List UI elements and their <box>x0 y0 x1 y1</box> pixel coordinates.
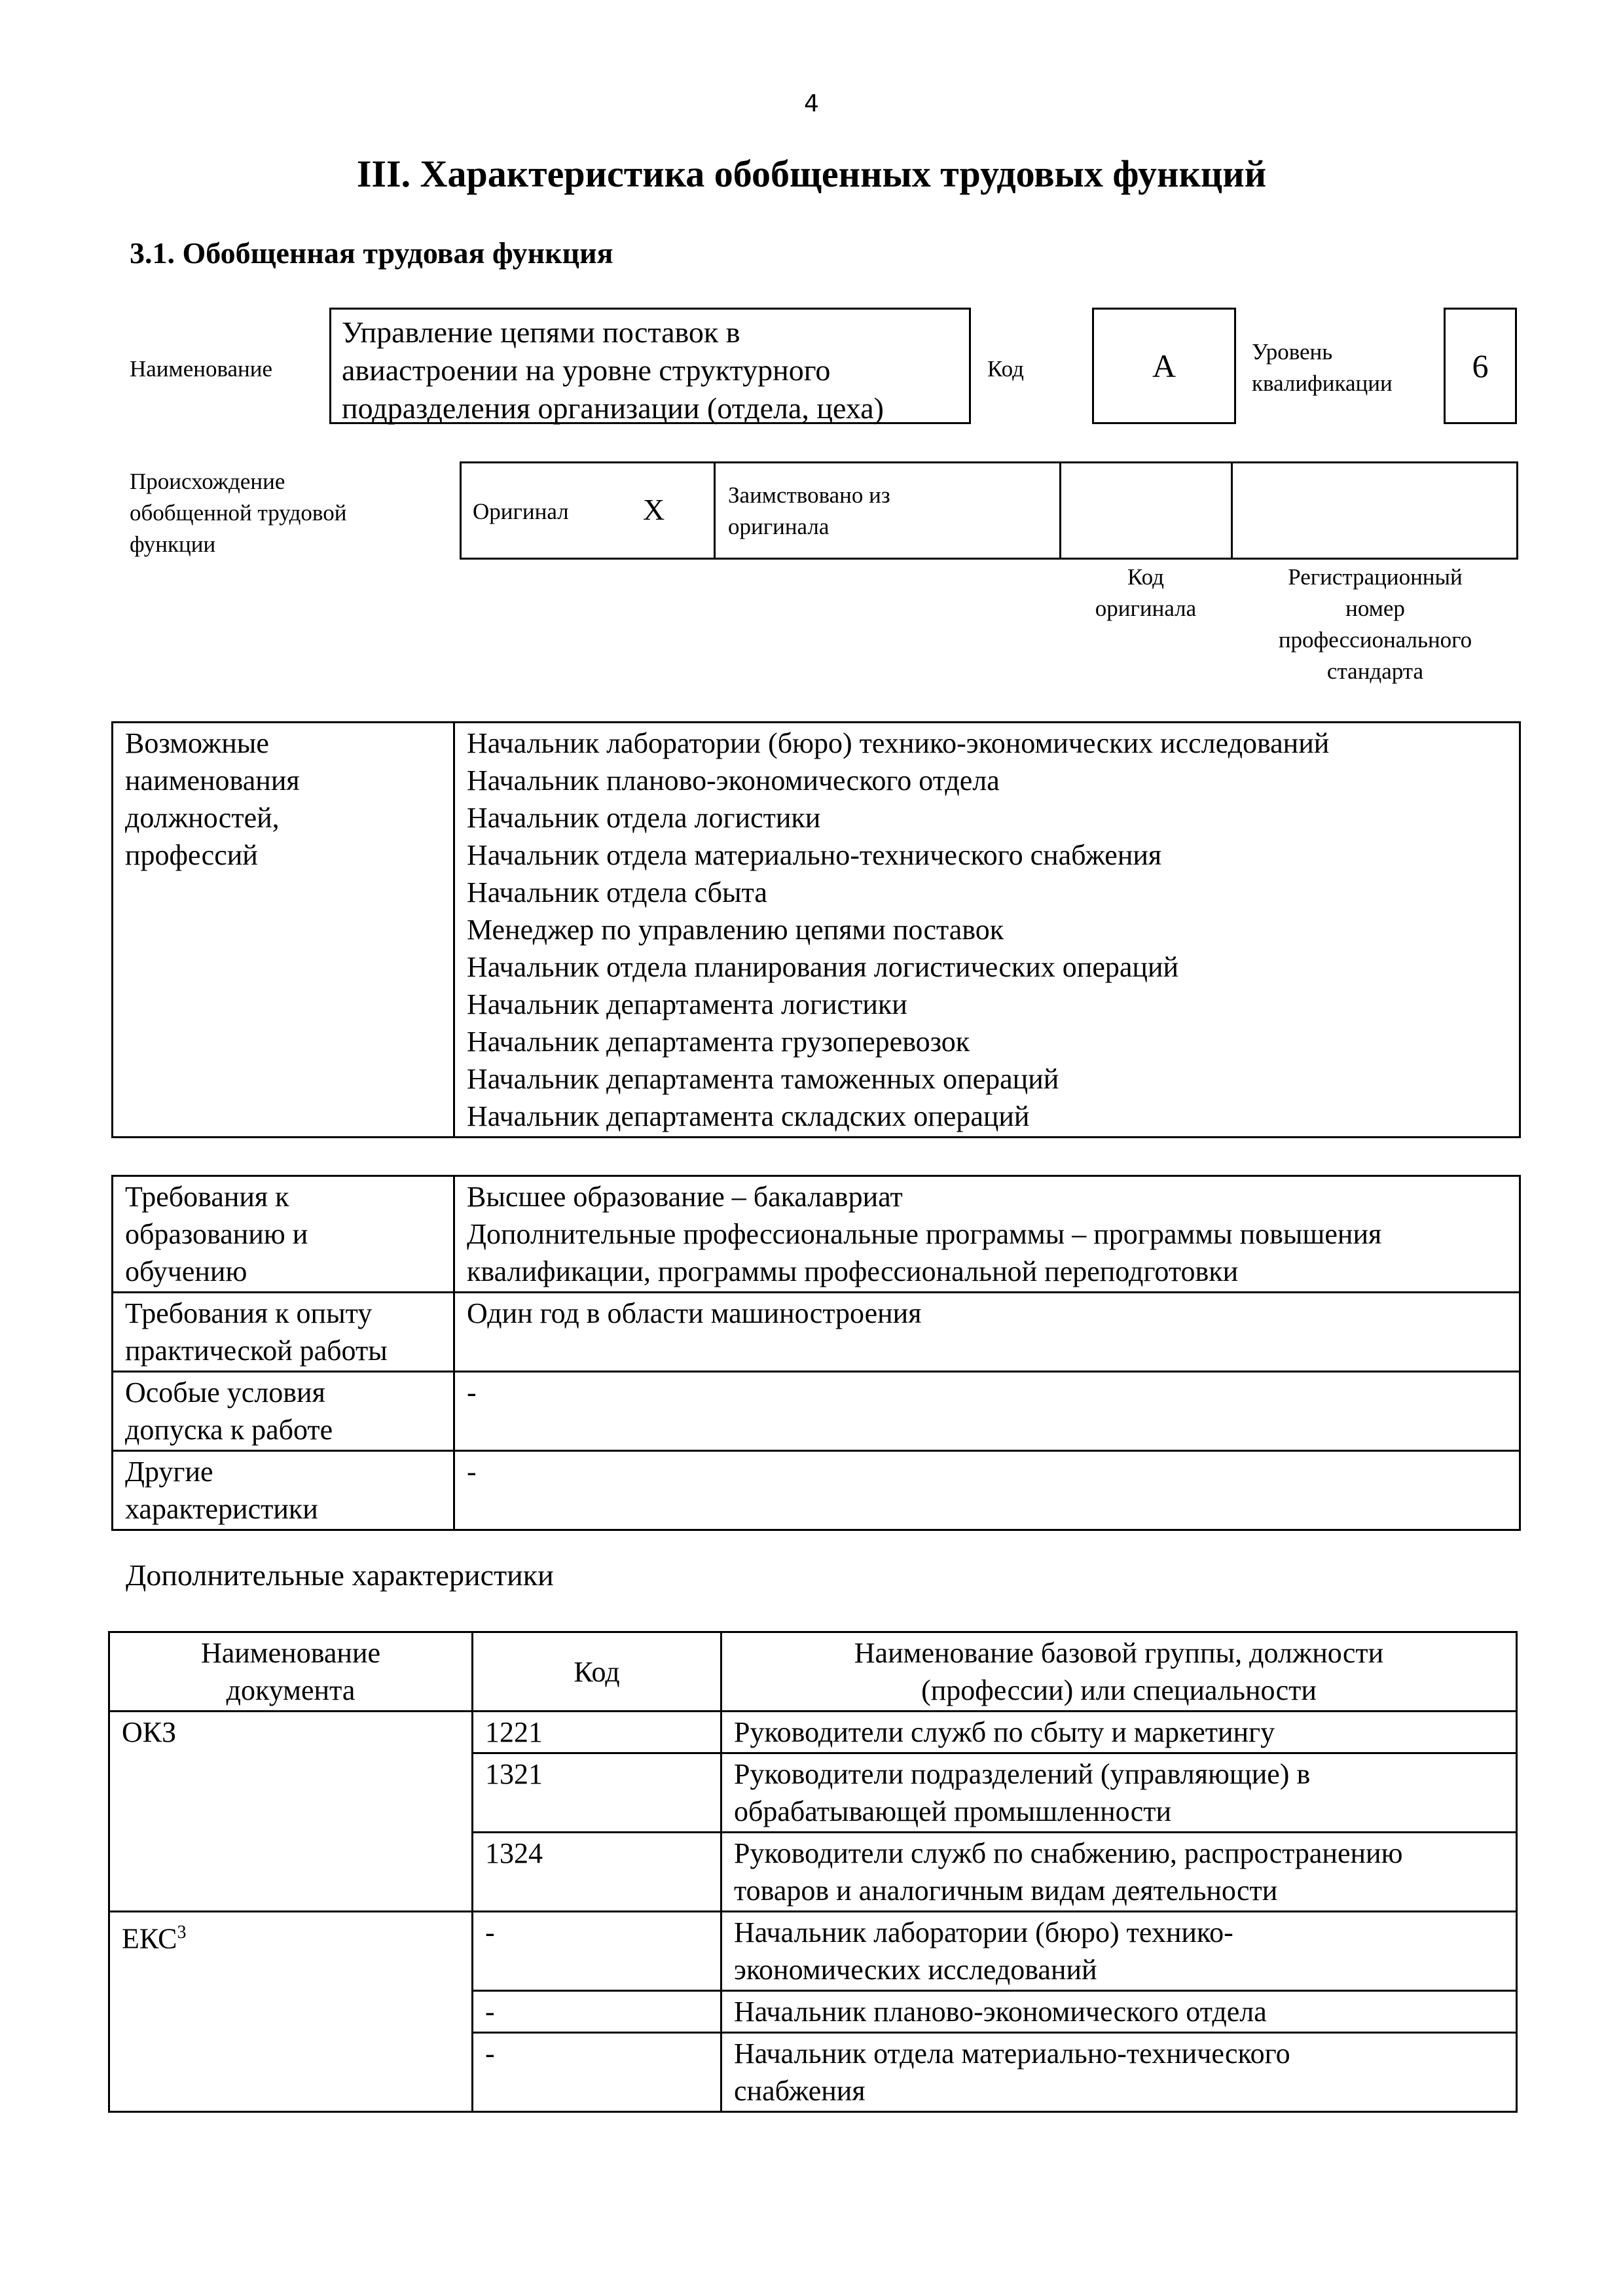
position-item: Начальник планово-экономического отдела <box>467 764 1000 797</box>
position-item: Начальник отдела сбыта <box>467 876 767 908</box>
eks-name-line: экономических исследований <box>734 1954 1097 1986</box>
level-label <box>1252 336 1393 399</box>
header-doc-line: документа <box>226 1674 356 1706</box>
requirement-label-cell <box>113 1176 454 1293</box>
eks-name-cell <box>721 1991 1517 2033</box>
positions-list-cell <box>454 723 1520 1138</box>
origin-box <box>460 461 1518 560</box>
positions-table <box>111 721 1521 1138</box>
position-item: Начальник департамента логистики <box>467 988 907 1020</box>
header-name-cell <box>721 1632 1517 1712</box>
code-label: Код <box>987 356 1024 382</box>
okz-name-line: Руководители служб по сбыту и маркетингу <box>734 1716 1275 1748</box>
requirement-value-line: - <box>467 1376 477 1408</box>
caption-line: оригинала <box>1095 596 1197 621</box>
origin-divider <box>1059 461 1061 560</box>
requirement-label-line: практической работы <box>125 1335 388 1367</box>
additional-title: Дополнительные характеристики <box>126 1558 554 1592</box>
okz-code-cell: 1324 <box>473 1833 721 1912</box>
subsection-title: 3.1. Обобщенная трудовая функция <box>130 236 613 270</box>
requirement-label-line: Другие <box>125 1456 213 1488</box>
code-value-box <box>1092 308 1236 424</box>
okz-code-cell: 1221 <box>473 1712 721 1753</box>
eks-footnote-mark: 3 <box>177 1922 187 1943</box>
position-item: Начальник департамента складских операций <box>467 1100 1030 1132</box>
function-name-line: Управление цепями поставок в <box>342 315 740 349</box>
additional-table <box>108 1631 1518 2113</box>
requirement-value-cell <box>454 1176 1520 1293</box>
requirement-value-cell <box>454 1372 1520 1451</box>
reg-number-caption <box>1232 562 1518 687</box>
level-label-line: квалификации <box>1252 370 1393 396</box>
position-item: Начальник лаборатории (бюро) технико-экономических исследований <box>467 727 1330 759</box>
requirement-row <box>113 1176 1520 1293</box>
header-code-cell: Код <box>473 1632 721 1712</box>
requirement-value-line: Один год в области машиностроения <box>467 1297 922 1329</box>
position-item: Начальник департамента грузоперевозок <box>467 1026 970 1058</box>
header-name-line: Наименование базовой группы, должности <box>854 1637 1384 1669</box>
borrowed-label-line: оригинала <box>728 514 830 539</box>
okz-label-cell: ОКЗ <box>109 1712 473 1912</box>
eks-code-cell: - <box>473 2033 721 2112</box>
origin-divider <box>714 461 716 560</box>
caption-line: Регистрационный <box>1288 564 1463 590</box>
code-value: A <box>1152 348 1176 384</box>
okz-name-line: Руководители подразделений (управляющие) в <box>734 1758 1311 1790</box>
original-mark: X <box>643 493 665 526</box>
requirement-row <box>113 1293 1520 1372</box>
positions-label-cell <box>113 723 454 1138</box>
positions-label-line: должностей, <box>125 802 280 834</box>
name-label: Наименование <box>130 356 273 382</box>
requirement-label-line: обучению <box>125 1255 247 1287</box>
page-number: 4 <box>804 90 819 117</box>
requirement-label-cell <box>113 1372 454 1451</box>
requirement-label-cell <box>113 1293 454 1372</box>
code-original-caption <box>1061 562 1231 624</box>
eks-row <box>109 1912 1517 1991</box>
origin-label-line: обобщенной трудовой <box>130 500 347 526</box>
eks-code-cell: - <box>473 1991 721 2033</box>
origin-label-line: функции <box>130 531 216 557</box>
requirement-label-line: Требования к <box>125 1181 289 1213</box>
okz-row <box>109 1712 1517 1753</box>
okz-name-cell <box>721 1833 1517 1912</box>
header-doc-line: Наименование <box>200 1637 381 1669</box>
okz-name-line: товаров и аналогичным видам деятельности <box>734 1874 1278 1907</box>
positions-row <box>113 723 1520 1138</box>
requirement-label-cell <box>113 1451 454 1530</box>
function-name-line: авиастроении на уровне структурного <box>342 353 831 387</box>
positions-label-line: Возможные <box>125 727 269 759</box>
requirement-label-line: Особые условия <box>125 1376 325 1408</box>
okz-code-cell: 1321 <box>473 1753 721 1833</box>
requirement-label-line: допуска к работе <box>125 1414 333 1446</box>
original-label: Оригинал <box>473 499 569 524</box>
eks-label-cell <box>109 1912 473 2112</box>
eks-name-line: Начальник планово-экономического отдела <box>734 1996 1267 2028</box>
header-doc-cell <box>109 1632 473 1712</box>
okz-name-line: обрабатывающей промышленности <box>734 1795 1172 1827</box>
okz-name-cell <box>721 1753 1517 1833</box>
eks-name-cell <box>721 1912 1517 1991</box>
caption-line: профессионального <box>1278 627 1472 653</box>
level-value-box <box>1444 308 1517 424</box>
position-item: Начальник отдела планирования логистических операций <box>467 951 1179 983</box>
origin-divider <box>1231 461 1233 560</box>
origin-label-line: Происхождение <box>130 469 285 494</box>
okz-name-line: Руководители служб по снабжению, распространению <box>734 1837 1403 1869</box>
position-item: Начальник отдела логистики <box>467 802 821 834</box>
position-item: Начальник департамента таможенных операций <box>467 1063 1059 1095</box>
requirement-value-cell <box>454 1293 1520 1372</box>
requirement-value-line: Дополнительные профессиональные программы – программы повышения <box>467 1218 1382 1250</box>
requirements-table <box>111 1175 1521 1531</box>
eks-name-cell <box>721 2033 1517 2112</box>
eks-name-line: Начальник отдела материально-технического <box>734 2037 1290 2070</box>
function-name-box <box>329 308 971 424</box>
positions-label-line: профессий <box>125 839 258 871</box>
requirement-label-line: образованию и <box>125 1218 308 1250</box>
borrowed-label <box>728 480 890 543</box>
caption-line: стандарта <box>1326 658 1424 684</box>
level-label-line: Уровень <box>1252 339 1333 365</box>
requirement-row <box>113 1372 1520 1451</box>
eks-name-line: снабжения <box>734 2075 866 2107</box>
section-title: III. Характеристика обобщенных трудовых функций <box>356 152 1267 195</box>
eks-label: ЕКС <box>122 1922 177 1955</box>
okz-name-cell <box>721 1712 1517 1753</box>
caption-line: номер <box>1345 596 1405 621</box>
requirement-label-line: характеристики <box>125 1493 318 1525</box>
positions-label-line: наименования <box>125 764 300 797</box>
requirement-label-line: Требования к опыту <box>125 1297 373 1329</box>
caption-line: Код <box>1127 564 1164 590</box>
header-name-line: (профессии) или специальности <box>921 1674 1317 1706</box>
requirement-value-line: - <box>467 1456 477 1488</box>
position-item: Начальник отдела материально-технического снабжения <box>467 839 1162 871</box>
eks-name-line: Начальник лаборатории (бюро) технико- <box>734 1916 1233 1948</box>
requirement-value-line: квалификации, программы профессиональной переподготовки <box>467 1255 1239 1287</box>
requirement-value-cell <box>454 1451 1520 1530</box>
function-name-line: подразделения организации (отдела, цеха) <box>342 391 884 425</box>
level-value: 6 <box>1472 348 1489 384</box>
requirement-value-line: Высшее образование – бакалавриат <box>467 1181 903 1213</box>
requirement-row <box>113 1451 1520 1530</box>
additional-header-row <box>109 1632 1517 1712</box>
position-item: Менеджер по управлению цепями поставок <box>467 914 1004 946</box>
eks-code-cell: - <box>473 1912 721 1991</box>
borrowed-label-line: Заимствовано из <box>728 482 890 508</box>
origin-label <box>130 466 346 560</box>
